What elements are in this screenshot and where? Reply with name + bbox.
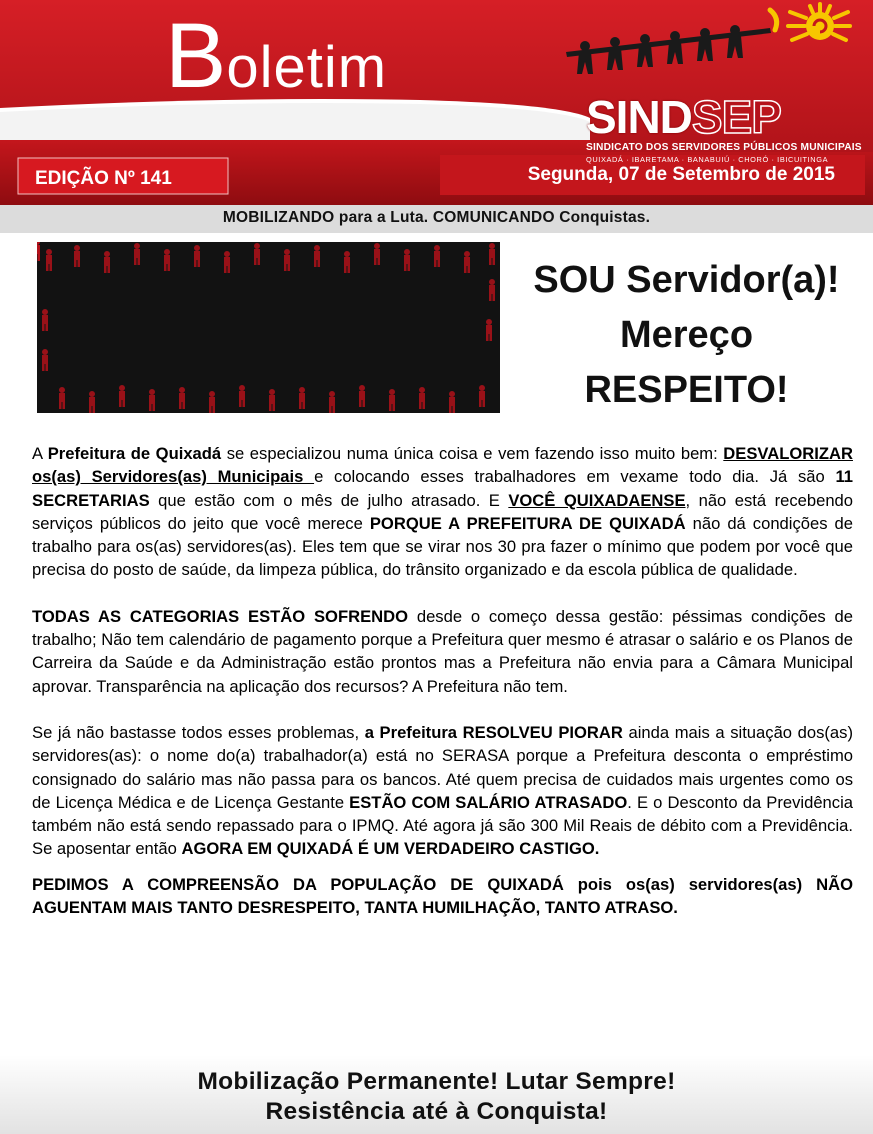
- article-body: [32, 442, 853, 919]
- footer-slogan: [0, 1055, 873, 1134]
- title-initial: B: [165, 5, 227, 107]
- footer-line1: Mobilização Permanente! Lutar Sempre!: [197, 1068, 676, 1095]
- text: não dá condições de trabalho para os(as) servidores(as). Eles tem que se virar nos 30 pra fazer o mínimo que podem por você que precisa do posto de saúde, da limpeza pública, do trânsito organizado e da escola pública de qualidade.: [32, 513, 853, 580]
- title-rest: oletim: [226, 35, 388, 100]
- text: desde o começo dessa gestão: péssimas condições de trabalho; Não tem calendário de pagamento porque a Prefeitura quer mesmo é atrasar o salário e os Planos de Carreira da Saúde e da Administração estão prontos mas a Prefeitura não envia para a Câmara Municipal aprovar. Transparência na aplicação dos recursos? A Prefeitura não tem.: [32, 606, 853, 696]
- bold-text: a Prefeitura RESOLVEU PIORAR: [364, 722, 623, 742]
- headline-line1: SOU Servidor(a)!: [533, 259, 840, 301]
- union-subtitle: SINDICATO DOS SERVIDORES PÚBLICOS MUNICIPAIS: [586, 142, 862, 153]
- edition-number: EDIÇÃO Nº 141: [35, 168, 172, 189]
- paragraph-3: [32, 721, 853, 861]
- bold-underlined-text: DESVALORIZAR os(as) Servidores(as) Municipais: [32, 444, 853, 487]
- newsletter-title: [165, 5, 388, 107]
- union-name-part1: SIND: [586, 91, 692, 143]
- bold-underlined-text: VOCÊ QUIXADAENSE: [508, 490, 686, 510]
- paragraph-2: [32, 605, 853, 698]
- union-cities: QUIXADÁ · IBARETAMA · BANABUIÚ · CHORÓ · IBICUITINGA: [586, 155, 829, 164]
- headline-line2: Mereço: [619, 314, 754, 356]
- crowd-silhouettes-icon: [37, 242, 500, 413]
- tagline-bar: [0, 205, 873, 233]
- bold-text: 11 SECRETARIAS: [32, 467, 853, 510]
- union-name: [586, 91, 866, 143]
- tagline: MOBILIZANDO para a Luta. COMUNICANDO Conquistas.: [222, 209, 651, 226]
- text: ainda mais a situação dos(as) servidores(as): o nome do(a) trabalhador(a) está no SERASA porque a Prefeitura desconta o empréstimo consignado do salário mas não passa para os bancos. Até quem precisa de cuidados mais urgentes como os de Licença Médica e de Licença Gestante: [32, 722, 853, 812]
- text: que estão com o mês de julho atrasado. E: [149, 490, 509, 510]
- publication-date: Segunda, 07 de Setembro de 2015: [527, 164, 835, 185]
- paragraph-1: [32, 442, 853, 582]
- text: Se já não bastasse todos esses problemas,: [32, 722, 365, 742]
- union-name-part2: SEP: [691, 91, 781, 143]
- bold-text: PORQUE A PREFEITURA DE QUIXADÁ: [369, 513, 686, 533]
- footer-line2: Resistência até à Conquista!: [265, 1098, 608, 1125]
- bold-text: AGORA EM QUIXADÁ É UM VERDADEIRO CASTIGO.: [181, 839, 600, 859]
- headline-line3: RESPEITO!: [584, 369, 789, 411]
- bold-text: TODAS AS CATEGORIAS ESTÃO SOFRENDO: [32, 606, 409, 626]
- text: . E o Desconto da Previdência também não está sendo repassado para o IPMQ. Até agora já são 300 Mil Reais de débito com a Previdência. Se aposentar então: [32, 792, 853, 859]
- text: se especializou numa única coisa e vem fazendo isso muito bem:: [221, 444, 724, 463]
- bold-text: ESTÃO COM SALÁRIO ATRASADO: [349, 792, 628, 812]
- basta-de-precarizacao-image: [37, 242, 500, 413]
- paragraph-4: [32, 873, 853, 920]
- union-logo: [586, 91, 866, 164]
- text: e colocando esses trabalhadores em vexame todo dia. Já são: [314, 467, 836, 487]
- bold-text: PEDIMOS A COMPREENSÃO DA POPULAÇÃO DE QUIXADÁ pois os(as) servidores(as) NÃO AGUENTAM MAIS TANTO DESRESPEITO, TANTA HUMILHAÇÃO, TANTO ATRASO.: [32, 874, 853, 918]
- bold-text: Prefeitura de Quixadá: [47, 444, 222, 463]
- newsletter-header: [0, 0, 873, 205]
- text: A: [32, 444, 48, 463]
- text: , não está recebendo serviços públicos do jeito que você merece: [32, 490, 854, 533]
- headline: [500, 253, 873, 418]
